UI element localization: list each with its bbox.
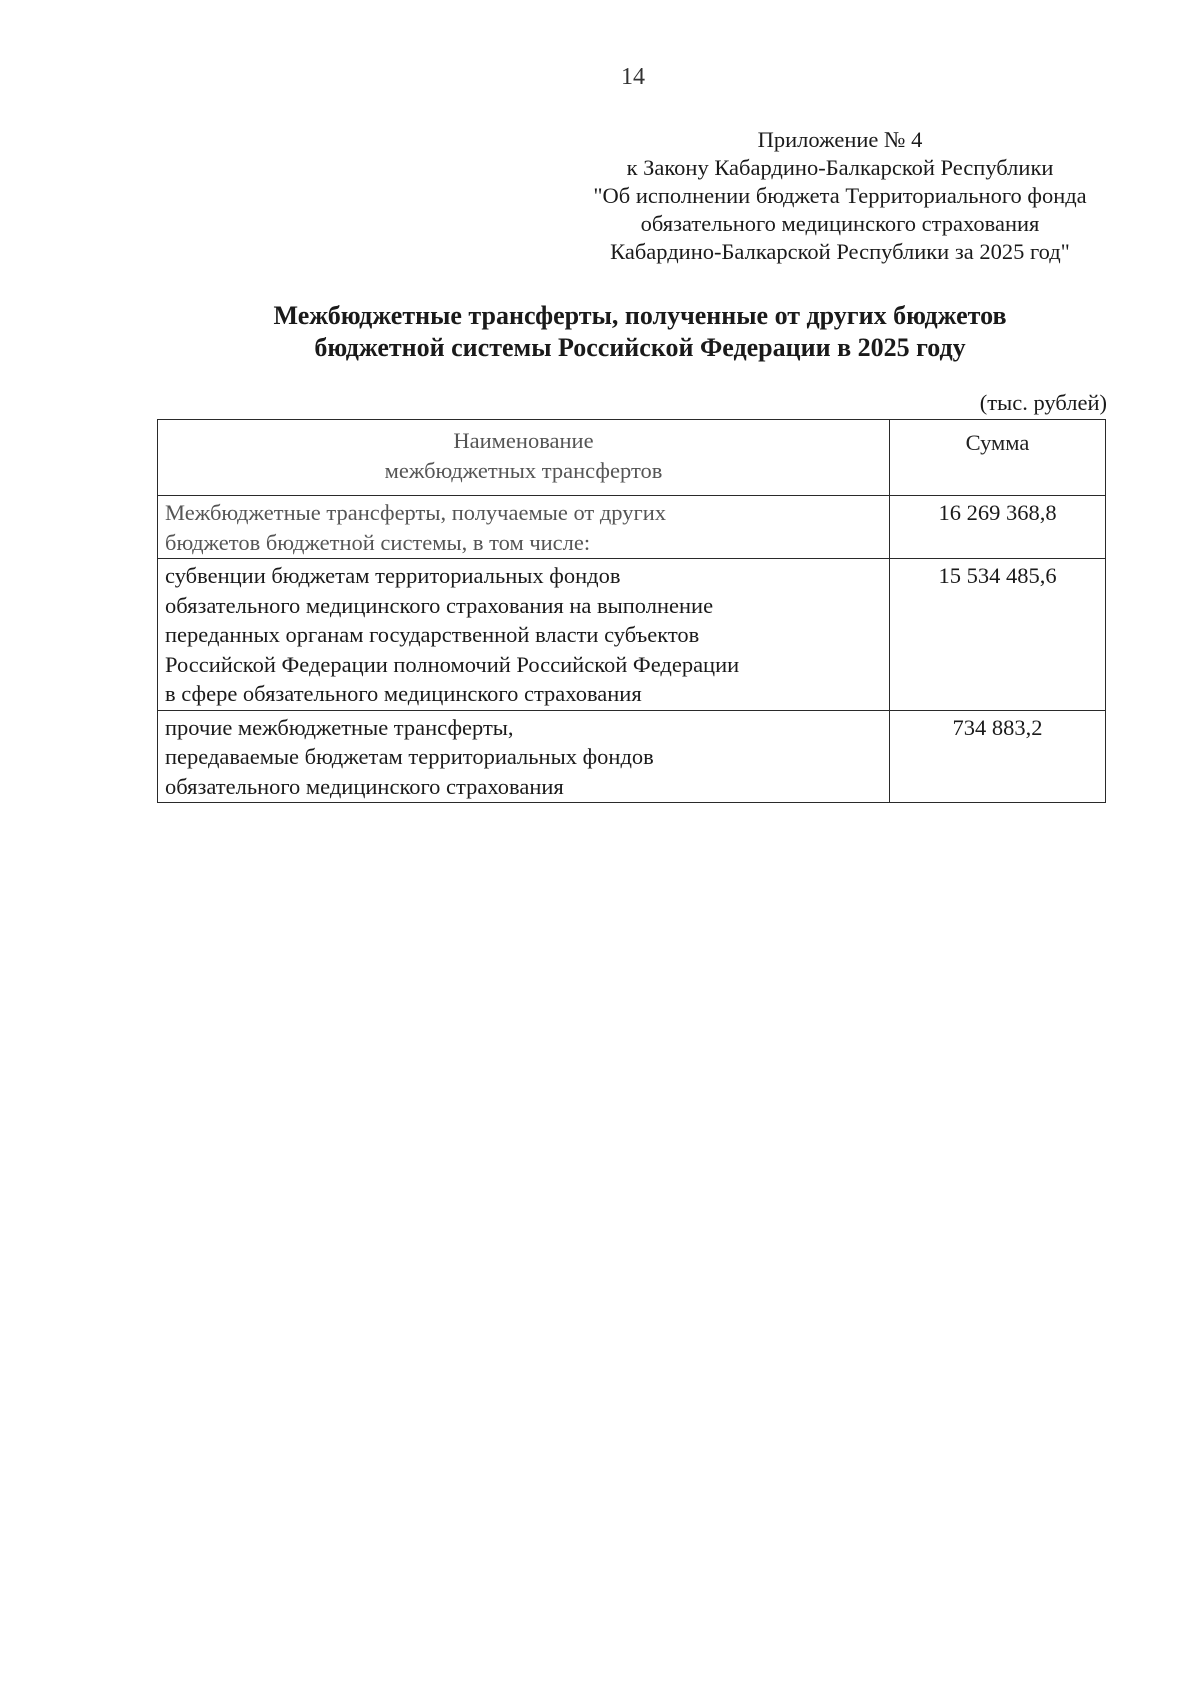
header-sum-cell: Сумма (890, 420, 1106, 496)
page-number: 14 (621, 64, 645, 90)
row-sum-cell: 16 269 368,8 (890, 496, 1106, 559)
row-name-line: переданных органам государственной власти субъектов (165, 622, 700, 647)
table-row (158, 710, 1106, 803)
row-name-cell (158, 496, 890, 559)
table-row (158, 496, 1106, 559)
transfers-table (157, 419, 1106, 803)
appendix-line: обязательного медицинского страхования (640, 211, 1040, 236)
header-name-line: Наименование (453, 428, 594, 453)
row-name-line: бюджетов бюджетной системы, в том числе: (165, 529, 591, 555)
row-name-cell (158, 710, 890, 803)
appendix-line: Приложение № 4 (757, 127, 923, 152)
row-name-line: передаваемые бюджетам территориальных фондов (165, 744, 654, 769)
row-name-line: субвенции бюджетам территориальных фондов (165, 563, 621, 588)
row-name-cell (158, 559, 890, 711)
title-line: бюджетной системы Российской Федерации в 2025 году (314, 333, 966, 362)
header-name-line: межбюджетных трансфертов (384, 457, 663, 483)
appendix-line: к Закону Кабардино-Балкарской Республики (626, 155, 1054, 180)
header-name-cell (158, 420, 890, 496)
table-row (158, 559, 1106, 711)
table-header-row (158, 420, 1106, 496)
row-name-line: прочие межбюджетные трансферты, (165, 714, 514, 740)
unit-label: (тыс. рублей) (979, 390, 1107, 415)
appendix-line: Кабардино-Балкарской Республики за 2025 год" (610, 239, 1070, 264)
title-line: Межбюджетные трансферты, полученные от других бюджетов (273, 301, 1007, 330)
row-name-line: Межбюджетные трансферты, получаемые от других (165, 500, 667, 525)
row-sum-cell: 15 534 485,6 (890, 559, 1106, 711)
row-name-line: в сфере обязательного медицинского страхования (165, 681, 642, 706)
appendix-line: "Об исполнении бюджета Территориального фонда (593, 183, 1087, 208)
document-title (160, 300, 1120, 364)
appendix-block (560, 126, 1120, 266)
row-name-line: обязательного медицинского страхования на выполнение (165, 592, 714, 618)
row-name-line: Российской Федерации полномочий Российской Федерации (165, 651, 740, 677)
row-sum-cell: 734 883,2 (890, 710, 1106, 803)
row-name-line: обязательного медицинского страхования (165, 773, 564, 799)
